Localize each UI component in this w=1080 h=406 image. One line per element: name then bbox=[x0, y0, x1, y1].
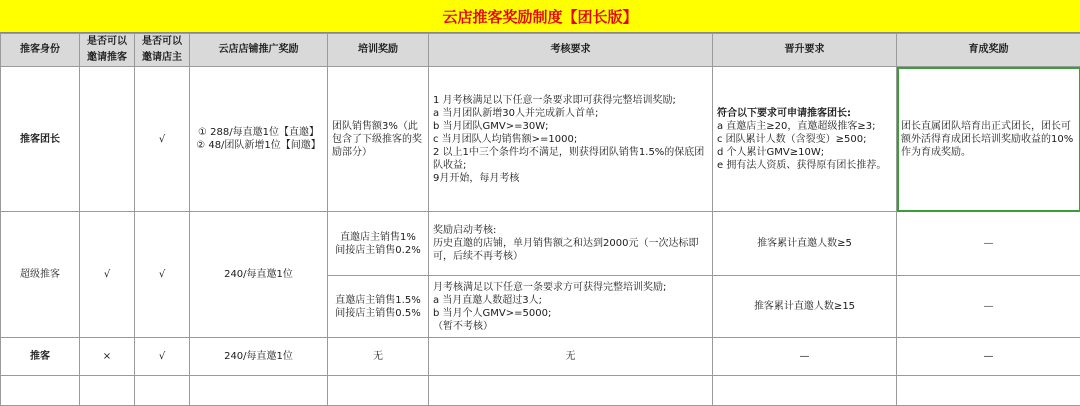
header-can-invite-tuike: 是否可以邀请推客 bbox=[80, 34, 135, 67]
table-row-leader bbox=[1, 67, 1080, 212]
header-cultivation: 育成奖励 bbox=[897, 34, 1080, 67]
cell-promotion: 推客累计直邀人数≥15 bbox=[713, 276, 897, 338]
promotion-line: c 团队累计人数（含裂变）≥500; bbox=[717, 133, 892, 146]
shop-reward-line: ① 288/每直邀1位【直邀】 bbox=[194, 126, 323, 139]
assessment-line: c 当月团队人均销售额>=1000; bbox=[433, 133, 708, 146]
cell-shop-reward bbox=[190, 67, 328, 212]
empty-cell bbox=[713, 376, 897, 406]
table-row-basic bbox=[1, 338, 1080, 376]
cell-shop-reward: 240/每直邀1位 bbox=[190, 212, 328, 338]
cell-can-invite-shop: √ bbox=[135, 338, 190, 376]
cell-promotion bbox=[713, 67, 897, 212]
empty-cell bbox=[1, 376, 80, 406]
assessment-line: （暂不考核） bbox=[433, 320, 708, 333]
cell-training-reward bbox=[328, 212, 429, 276]
header-training-reward: 培训奖励 bbox=[328, 34, 429, 67]
assessment-line: 9月开始，每月考核 bbox=[433, 172, 708, 185]
cell-promotion: — bbox=[713, 338, 897, 376]
empty-cell bbox=[429, 376, 713, 406]
cell-identity: 推客团长 bbox=[1, 67, 80, 212]
cell-cultivation: 团长直属团队培育出正式团长，团长可额外活得育成团长培训奖励收益的10%作为育成奖励。 bbox=[897, 67, 1080, 212]
assessment-line: a 当月团队新增30人并完成新人首单; bbox=[433, 107, 708, 120]
assessment-line: b 当月个人GMV>=5000; bbox=[433, 307, 708, 320]
sheet-title: 云店推客奖励制度【团长版】 bbox=[0, 0, 1080, 33]
assessment-line: b 当月团队GMV>=30W; bbox=[433, 120, 708, 133]
cell-assessment: 无 bbox=[429, 338, 713, 376]
assessment-line: 1 月考核满足以下任意一条要求即可获得完整培训奖励; bbox=[433, 94, 708, 107]
cell-can-invite-shop: √ bbox=[135, 212, 190, 338]
cell-cultivation: — bbox=[897, 212, 1080, 276]
training-line: 间接店主销售0.2% bbox=[332, 244, 424, 257]
cell-training-reward: 团队销售额3%（此包含了下级推客的奖励部分） bbox=[328, 67, 429, 212]
table-row-super-1 bbox=[1, 212, 1080, 276]
promotion-title: 符合以下要求可申请推客团长: bbox=[717, 107, 892, 120]
assessment-line: 月考核满足以下任意一条要求方可获得完整培训奖励; bbox=[433, 281, 708, 294]
cell-can-invite-tuike: × bbox=[80, 338, 135, 376]
cell-identity: 超级推客 bbox=[1, 212, 80, 338]
table-row-empty bbox=[1, 376, 1080, 406]
cell-assessment bbox=[429, 276, 713, 338]
empty-cell bbox=[190, 376, 328, 406]
cell-training-reward: 无 bbox=[328, 338, 429, 376]
header-shop-reward: 云店店铺推广奖励 bbox=[190, 34, 328, 67]
cell-cultivation: — bbox=[897, 276, 1080, 338]
reward-table bbox=[0, 33, 1080, 406]
cell-identity: 推客 bbox=[1, 338, 80, 376]
cell-can-invite-tuike: √ bbox=[80, 212, 135, 338]
header-assessment: 考核要求 bbox=[429, 34, 713, 67]
empty-cell bbox=[897, 376, 1080, 406]
cell-training-reward bbox=[328, 276, 429, 338]
cell-cultivation: — bbox=[897, 338, 1080, 376]
header-row bbox=[1, 34, 1080, 67]
cell-assessment bbox=[429, 212, 713, 276]
cell-can-invite-tuike bbox=[80, 67, 135, 212]
promotion-line: e 拥有法人资质、获得原有团长推荐。 bbox=[717, 159, 892, 172]
training-line: 直邀店主销售1.5% bbox=[332, 294, 424, 307]
assessment-line: a 当月直邀人数超过3人; bbox=[433, 294, 708, 307]
header-promotion: 晋升要求 bbox=[713, 34, 897, 67]
cell-promotion: 推客累计直邀人数≥5 bbox=[713, 212, 897, 276]
training-line: 间接店主销售0.5% bbox=[332, 307, 424, 320]
cell-assessment bbox=[429, 67, 713, 212]
promotion-line: d 个人累计GMV≥10W; bbox=[717, 146, 892, 159]
cell-shop-reward: 240/每直邀1位 bbox=[190, 338, 328, 376]
shop-reward-line: ② 48/团队新增1位【间邀】 bbox=[194, 139, 323, 152]
header-identity: 推客身份 bbox=[1, 34, 80, 67]
training-line: 直邀店主销售1% bbox=[332, 231, 424, 244]
empty-cell bbox=[135, 376, 190, 406]
header-can-invite-shop: 是否可以邀请店主 bbox=[135, 34, 190, 67]
assessment-line: 2 以上1中三个条件均不满足，则获得团队销售1.5%的保底团队收益; bbox=[433, 146, 708, 172]
cell-can-invite-shop: √ bbox=[135, 67, 190, 212]
assessment-line: 奖励启动考核: bbox=[433, 224, 708, 237]
empty-cell bbox=[80, 376, 135, 406]
promotion-line: a 直邀店主≥20，直邀超级推客≥3; bbox=[717, 120, 892, 133]
empty-cell bbox=[328, 376, 429, 406]
assessment-line: 历史直邀的店铺，单月销售额之和达到2000元（一次达标即可，后续不再考核） bbox=[433, 237, 708, 263]
